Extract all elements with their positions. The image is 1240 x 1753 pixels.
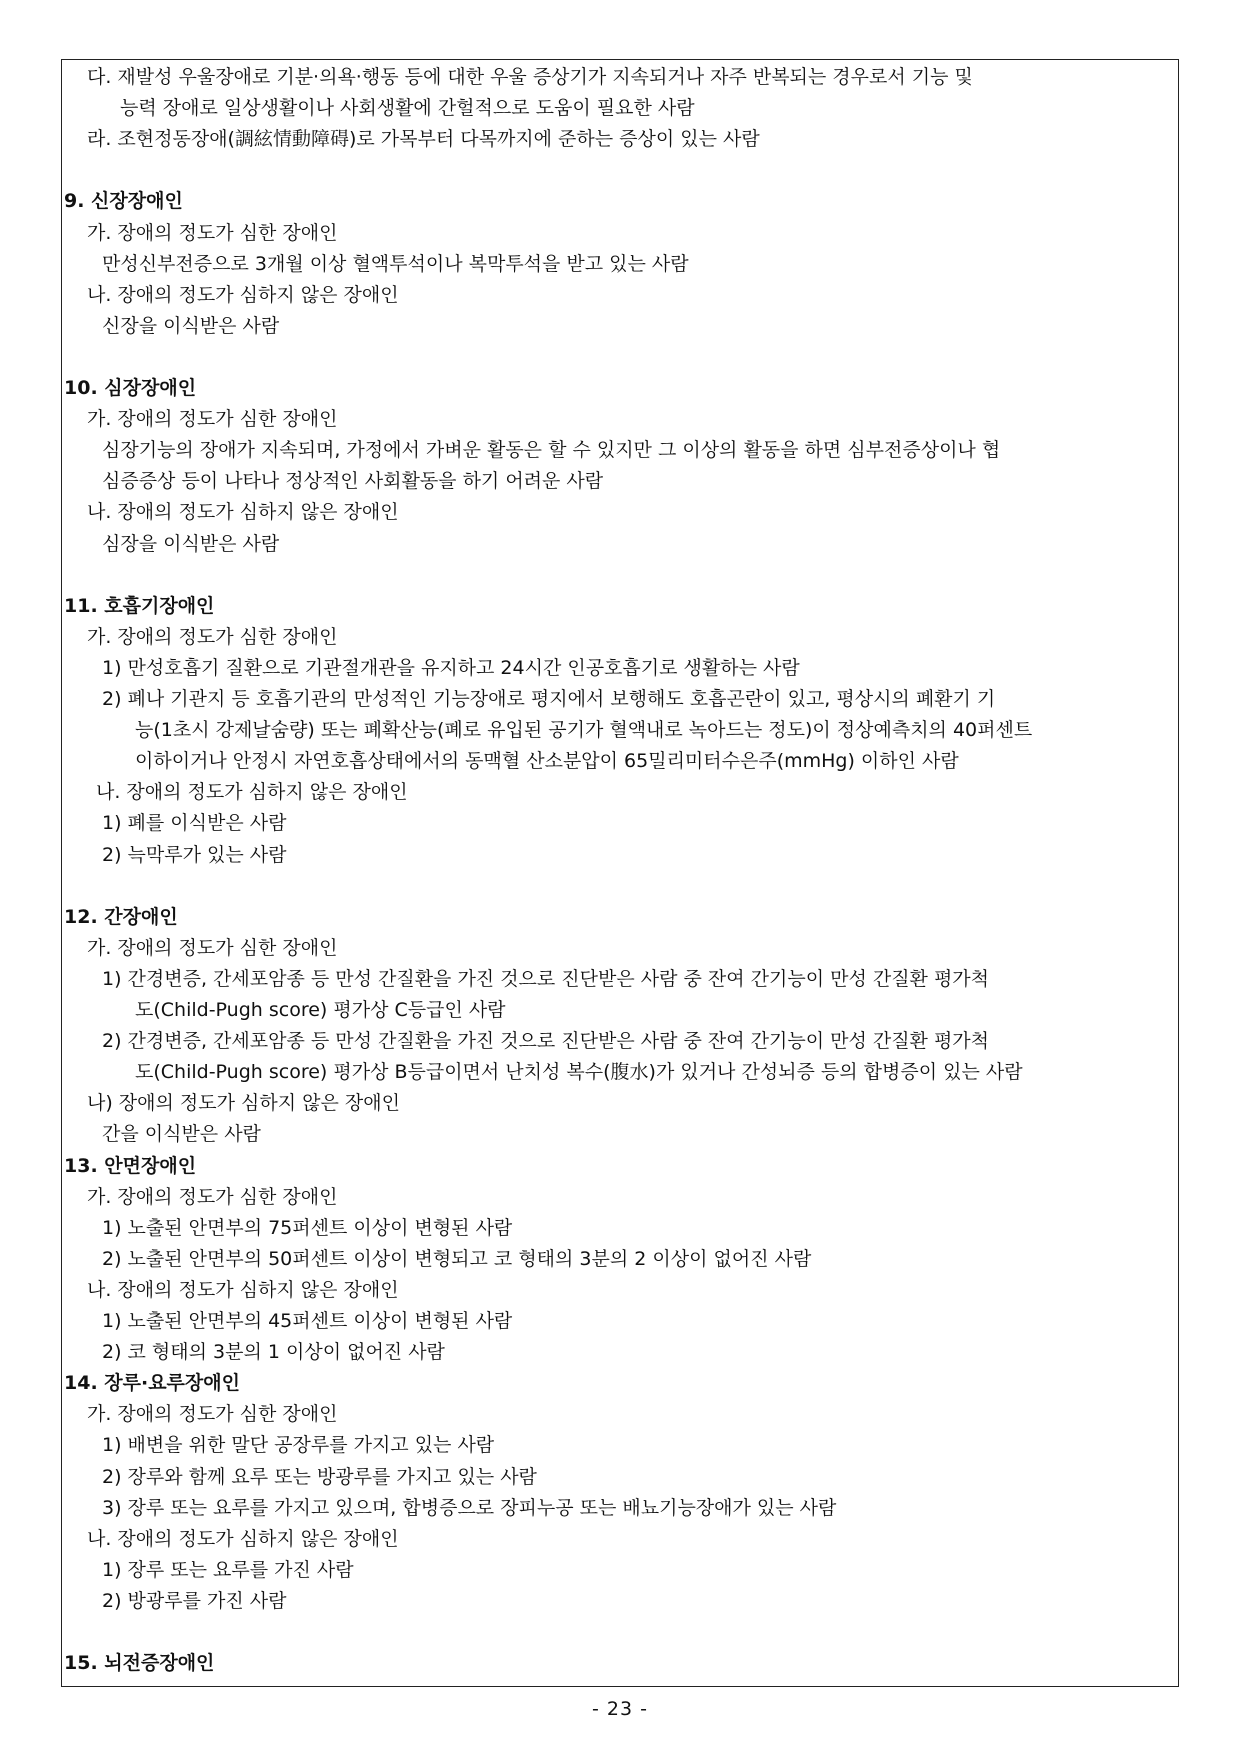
criterion-text: 만성신부전증으로 3개월 이상 혈액투석이나 복막투석을 받고 있는 사람 (102, 252, 689, 275)
criterion-text: 심장기능의 장애가 지속되며, 가정에서 가벼운 활동은 할 수 있지만 그 이상의 활동을 하면 심부전증상이나 협 (102, 439, 1001, 462)
section-heading: 12. 간장애인 (64, 905, 178, 928)
grade-heading: 가. 장애의 정도가 심한 장애인 (87, 1185, 338, 1208)
criterion-item: 2) 방광루를 가진 사람 (102, 1589, 287, 1612)
section-heading: 10. 심장장애인 (64, 377, 197, 399)
section-heading: 11. 호흡기장애인 (64, 594, 215, 617)
criterion-item: 1) 폐를 이식받은 사람 (102, 812, 287, 835)
grade-heading: 나. 장애의 정도가 심하지 않은 장애인 (87, 501, 399, 524)
list-item: 라. 조현정동장애(調絃情動障碍)로 가목부터 다목까지에 준하는 증상이 있는 사람 (87, 128, 760, 151)
document-frame (61, 59, 1179, 1687)
section-heading: 9. 신장장애인 (64, 190, 183, 213)
criterion-item: 3) 장루 또는 요루를 가지고 있으며, 합병증으로 장피누공 또는 배뇨기능장애가 있는 사람 (102, 1496, 837, 1519)
grade-heading: 나. 장애의 정도가 심하지 않은 장애인 (87, 283, 399, 306)
criterion-continuation: 이하이거나 안정시 자연호흡상태에서의 동맥혈 산소분압이 65밀리미터수은주(mmHg) 이하인 사람 (135, 750, 959, 773)
criterion-item: 1) 만성호흡기 질환으로 기관절개관을 유지하고 24시간 인공호흡기로 생활하는 사람 (102, 656, 800, 679)
grade-heading: 가. 장애의 정도가 심한 장애인 (87, 1403, 338, 1426)
criterion-item: 2) 폐나 기관지 등 호흡기관의 만성적인 기능장애로 평지에서 보행해도 호흡곤란이 있고, 평상시의 폐환기 기 (102, 688, 996, 710)
grade-heading: 나. 장애의 정도가 심하지 않은 장애인 (87, 1527, 399, 1550)
grade-heading: 나) 장애의 정도가 심하지 않은 장애인 (87, 1092, 400, 1115)
grade-heading: 가. 장애의 정도가 심한 장애인 (87, 408, 338, 431)
section-heading: 15. 뇌전증장애인 (64, 1652, 215, 1675)
criterion-item: 2) 노출된 안면부의 50퍼센트 이상이 변형되고 코 형태의 3분의 2 이상이 없어진 사람 (102, 1247, 812, 1270)
criterion-item: 1) 노출된 안면부의 45퍼센트 이상이 변형된 사람 (102, 1310, 513, 1332)
list-item: 다. 재발성 우울장애로 기분·의욕·행동 등에 대한 우울 증상기가 지속되거나 자주 반복되는 경우로서 기능 및 (87, 66, 973, 88)
criterion-text: 심증증상 등이 나타나 정상적인 사회활동을 하기 어려운 사람 (102, 470, 604, 493)
grade-heading: 가. 장애의 정도가 심한 장애인 (87, 625, 338, 648)
criterion-item: 2) 코 형태의 3분의 1 이상이 없어진 사람 (102, 1341, 445, 1364)
section-heading: 13. 안면장애인 (64, 1154, 197, 1177)
criterion-item: 1) 간경변증, 간세포암종 등 만성 간질환을 가진 것으로 진단받은 사람 중 잔여 간기능이 만성 간질환 평가척 (102, 967, 990, 990)
grade-heading: 가. 장애의 정도가 심한 장애인 (87, 936, 338, 959)
criterion-text: 심장을 이식받은 사람 (102, 532, 280, 555)
criterion-item: 1) 배변을 위한 말단 공장루를 가지고 있는 사람 (102, 1434, 495, 1457)
criterion-text: 신장을 이식받은 사람 (102, 314, 280, 337)
criterion-item: 1) 노출된 안면부의 75퍼센트 이상이 변형된 사람 (102, 1216, 513, 1239)
grade-heading: 나. 장애의 정도가 심하지 않은 장애인 (96, 781, 408, 804)
criterion-item: 2) 간경변증, 간세포암종 등 만성 간질환을 가진 것으로 진단받은 사람 중 잔여 간기능이 만성 간질환 평가척 (102, 1030, 990, 1053)
criterion-item: 1) 장루 또는 요루를 가진 사람 (102, 1558, 354, 1581)
page-number: - 23 - (592, 1698, 648, 1720)
section-heading: 14. 장루·요루장애인 (64, 1372, 240, 1395)
criterion-continuation: 도(Child-Pugh score) 평가상 C등급인 사람 (135, 999, 506, 1021)
grade-heading: 가. 장애의 정도가 심한 장애인 (87, 221, 338, 244)
criterion-continuation: 능(1초시 강제날숨량) 또는 폐확산능(폐로 유입된 공기가 혈액내로 녹아드는 정도)이 정상예측치의 40퍼센트 (135, 719, 1033, 742)
list-item-continuation: 능력 장애로 일상생활이나 사회생활에 간헐적으로 도움이 필요한 사람 (120, 97, 695, 120)
criterion-item: 2) 장루와 함께 요루 또는 방광루를 가지고 있는 사람 (102, 1465, 537, 1488)
grade-heading: 나. 장애의 정도가 심하지 않은 장애인 (87, 1278, 399, 1301)
criterion-continuation: 도(Child-Pugh score) 평가상 B등급이면서 난치성 복수(腹水)가 있거나 간성뇌증 등의 합병증이 있는 사람 (135, 1061, 1023, 1084)
criterion-text: 간을 이식받은 사람 (102, 1123, 261, 1146)
criterion-item: 2) 늑막루가 있는 사람 (102, 843, 287, 866)
